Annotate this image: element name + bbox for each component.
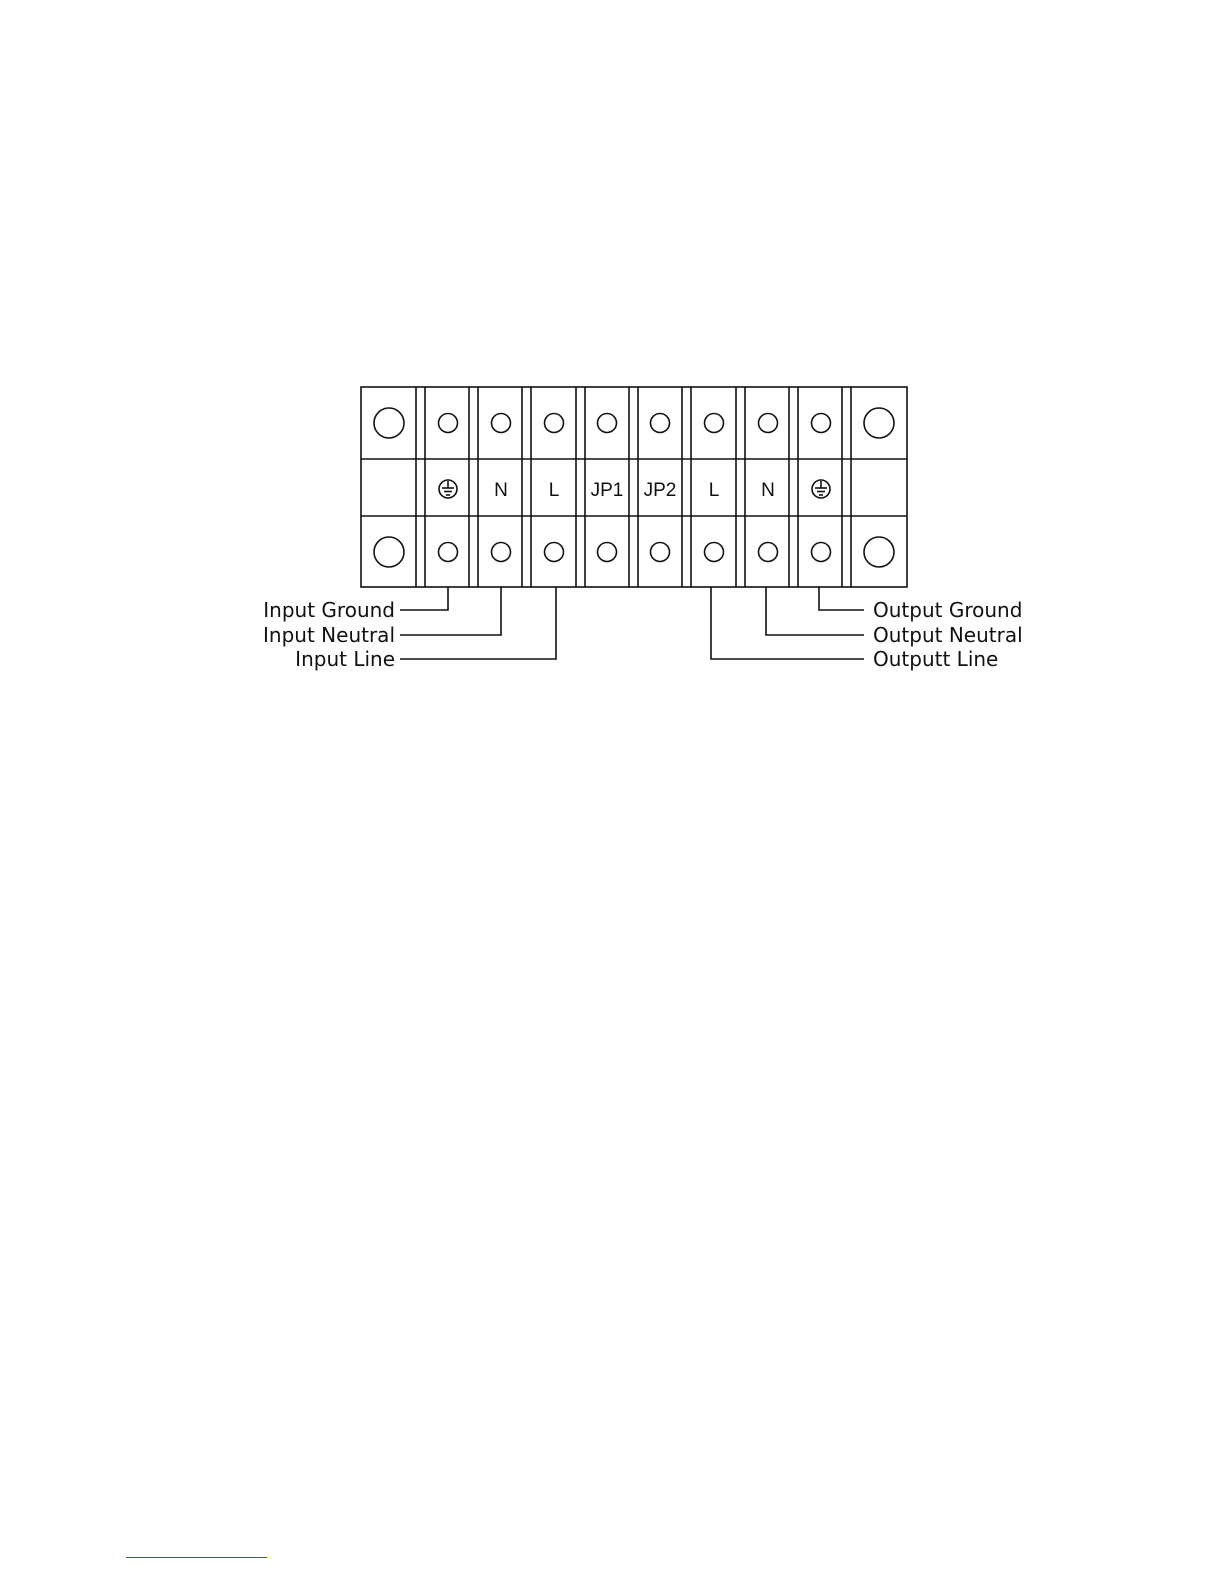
terminal-label-output-neutral: N [761, 480, 775, 501]
mounting-hole [374, 537, 404, 567]
terminal-label-input-neutral: N [494, 480, 508, 501]
terminal-label-output-line: L [708, 480, 720, 501]
ground-symbol-icon [812, 480, 830, 498]
label-input-line: Input Line [295, 647, 395, 671]
mounting-hole [374, 408, 404, 438]
leader-output-neutral [766, 587, 864, 635]
leader-output-ground [819, 587, 864, 610]
footnote-separator [126, 1557, 267, 1558]
label-input-neutral: Input Neutral [263, 623, 395, 647]
terminal-label-input-line: L [548, 480, 560, 501]
label-output-ground: Output Ground [873, 598, 1023, 622]
ground-symbol-icon [439, 480, 457, 498]
leader-input-neutral [400, 587, 501, 635]
label-output-line: Outputt Line [873, 647, 999, 671]
terminal-screws-top [439, 414, 831, 433]
leader-input-line [400, 587, 556, 659]
leader-input-ground [400, 587, 448, 610]
label-output-neutral: Output Neutral [873, 623, 1023, 647]
terminal-screws-bottom [439, 543, 831, 562]
column-dividers [416, 387, 851, 587]
terminal-label-jp2: JP2 [643, 480, 677, 501]
terminal-label-jp1: JP1 [590, 480, 624, 501]
leader-output-line [711, 587, 864, 659]
label-input-ground: Input Ground [263, 598, 395, 622]
mounting-hole [864, 408, 894, 438]
terminal-block-frame [361, 387, 907, 587]
mounting-hole [864, 537, 894, 567]
